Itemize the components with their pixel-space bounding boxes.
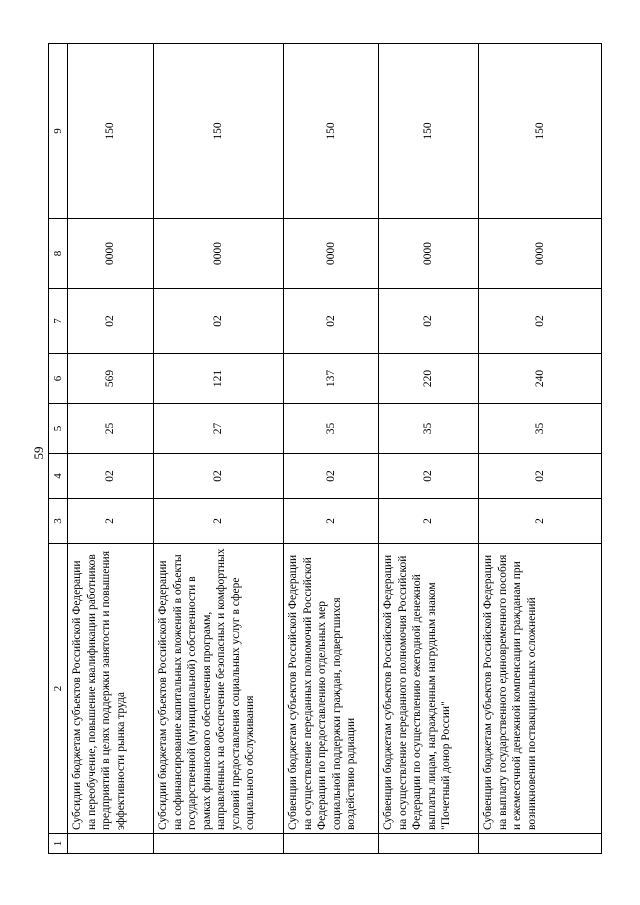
row-name-cell: Субсидии бюджетам субъектов Российской Федерации на софинансирование капитальных вложений в объекты государственной (муниципальной) собственности в рамках финансового обеспечения программ, направленных на обеспечение безопасных и комфортных условий предоставления социальных услуг в сфере социального обслуживания: [154, 544, 284, 834]
row-name-cell: Субвенции бюджетам субъектов Российской Федерации на осуществление переданного полномочия Российской Федерации по осуществлению ежегодной денежной выплаты лицам, награжденным нагрудным знаком "Почетный донор России": [379, 544, 479, 834]
table-row: [379, 44, 479, 854]
code-cell-3: 2: [154, 499, 284, 544]
code-cell-8: 0000: [284, 219, 379, 289]
header-cell-9: 9: [49, 44, 68, 219]
code-cell-5: 25: [68, 404, 154, 454]
code-cell-5: 35: [379, 404, 479, 454]
code-cell-3: 2: [379, 499, 479, 544]
header-cell-8: 8: [49, 219, 68, 289]
table-row: [68, 44, 154, 854]
code-cell-9: 150: [68, 44, 154, 219]
row-name-cell: Субвенции бюджетам субъектов Российской Федерации на осуществление переданных полномочий Российской Федерации по предоставлению отдельных мер социальной поддержки граждан, подвергшихся воздействию радиации: [284, 544, 379, 834]
row-number-cell: [68, 834, 154, 854]
code-cell-4: 02: [68, 454, 154, 499]
code-cell-9: 150: [284, 44, 379, 219]
code-cell-9: 150: [479, 44, 602, 219]
code-cell-5: 27: [154, 404, 284, 454]
table-row: [284, 44, 379, 854]
header-cell-4: 4: [49, 454, 68, 499]
code-cell-7: 02: [284, 289, 379, 354]
code-cell-8: 0000: [479, 219, 602, 289]
code-cell-4: 02: [479, 454, 602, 499]
code-cell-7: 02: [379, 289, 479, 354]
code-cell-6: 121: [154, 354, 284, 404]
header-cell-2: 2: [49, 544, 68, 834]
row-number-cell: [284, 834, 379, 854]
header-row: [49, 44, 68, 854]
code-cell-4: 02: [379, 454, 479, 499]
row-number-cell: [154, 834, 284, 854]
code-cell-9: 150: [154, 44, 284, 219]
row-name-cell: Субсидии бюджетам субъектов Российской Федерации на переобучение, повышение квалификации работников предприятий в целях поддержки занятости и повышения эффективности рынка труда: [68, 544, 154, 834]
code-cell-5: 35: [479, 404, 602, 454]
header-cell-5: 5: [49, 404, 68, 454]
code-cell-6: 569: [68, 354, 154, 404]
code-cell-8: 0000: [379, 219, 479, 289]
header-cell-7: 7: [49, 289, 68, 354]
code-cell-7: 02: [68, 289, 154, 354]
code-cell-6: 240: [479, 354, 602, 404]
code-cell-4: 02: [154, 454, 284, 499]
header-cell-1: 1: [49, 834, 68, 854]
code-cell-4: 02: [284, 454, 379, 499]
table-row: [479, 44, 602, 854]
code-cell-6: 220: [379, 354, 479, 404]
code-cell-8: 0000: [68, 219, 154, 289]
code-cell-3: 2: [68, 499, 154, 544]
code-cell-6: 137: [284, 354, 379, 404]
code-cell-8: 0000: [154, 219, 284, 289]
row-number-cell: [379, 834, 479, 854]
header-cell-3: 3: [49, 499, 68, 544]
code-cell-5: 35: [284, 404, 379, 454]
code-cell-7: 02: [479, 289, 602, 354]
code-cell-3: 2: [479, 499, 602, 544]
page-number: 59: [31, 446, 46, 460]
code-cell-3: 2: [284, 499, 379, 544]
row-name-cell: Субвенции бюджетам субъектов Российской Федерации на выплату государственного единовременного пособия и ежемесячной денежной компенсации гражданам при возникновении поствакцинальных осложнений: [479, 544, 602, 834]
code-cell-9: 150: [379, 44, 479, 219]
budget-classification-table: [48, 43, 602, 854]
rotated-table-container: [48, 44, 600, 854]
code-cell-7: 02: [154, 289, 284, 354]
row-number-cell: [479, 834, 602, 854]
header-cell-6: 6: [49, 354, 68, 404]
table-row: [154, 44, 284, 854]
